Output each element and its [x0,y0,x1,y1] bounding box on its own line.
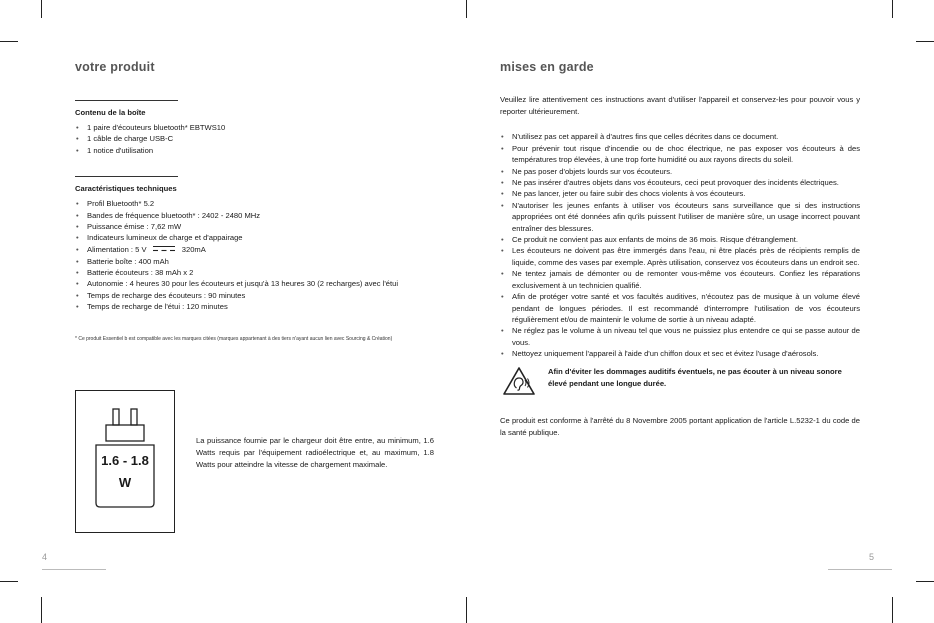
list-item: • 1 câble de charge USB-C [75,133,437,144]
crop-mark [892,597,893,623]
hearing-warning-icon [502,366,538,401]
list-item: • N'utilisez pas cet appareil à d'autres fins que celles décrites dans ce document. [500,131,860,142]
crop-mark [466,0,467,18]
power-spec-label: Alimentation : 5 V [87,244,147,254]
crop-mark [466,597,467,623]
list-item: • 1 paire d'écouteurs bluetooth* EBTWS10 [75,122,437,133]
list-item: • Les écouteurs ne doivent pas être immergés dans l'eau, ni être placés près de récipients remplis de liquide, comme des vases par exemple. Après utilisation, conservez vos écouteurs dans un endroit sec. [500,245,860,268]
hearing-warning [500,366,860,401]
box-contents-list [75,122,437,156]
list-item: • Ce produit ne convient pas aux enfants de moins de 36 mois. Risque d'étranglement. [500,234,860,245]
list-item: • Bandes de fréquence bluetooth* : 2402 - 2480 MHz [75,210,437,221]
list-item: • Pour prévenir tout risque d'incendie ou de choc électrique, ne pas exposer vos écouteurs à des températures trop élevées, à une trop forte humidité ou aux rayons directs du soleil. [500,143,860,166]
list-item: • Afin de protéger votre santé et vos facultés auditives, n'écoutez pas de musique à un volume élevé pendant de longues périodes. Il est recommandé d'interrompre l'utilisation de vos écouteurs régulièrement et/ou de maintenir le volume de sortie à un niveau adapté. [500,291,860,325]
charger-power-value: 1.6 - 1.8 [101,453,149,468]
crop-mark [41,0,42,18]
list-item: • Temps de recharge des écouteurs : 90 minutes [75,290,437,301]
list-item: • N'autoriser les jeunes enfants à utiliser vos écouteurs sans surveillance que si des instructions appropriées ont été données afin qu'ils puissent l'utiliser de manière sûre, un usage incorrect pouvant entraîner des blessures. [500,200,860,234]
warnings-list [500,131,860,359]
page-title: votre produit [75,60,155,74]
list-item: • Temps de recharge de l'étui : 120 minutes [75,301,437,312]
specs-list [75,198,437,312]
section-divider [75,176,178,177]
page-number: 5 [869,552,875,562]
section-divider [75,100,178,101]
crop-mark [41,597,42,623]
charger-description: La puissance fournie par le chargeur doit être entre, au minimum, 1.6 Watts requis par l'équipement radioélectrique et, au maximum, 1.8 Watts pour atteindre la vitesse de chargement maximale. [196,436,434,469]
list-item: • Batterie boîte : 400 mAh [75,256,437,267]
footer-rule [828,569,892,570]
specs-heading: Caractéristiques techniques [75,184,177,194]
dc-symbol-icon [153,244,175,255]
crop-mark [892,0,893,18]
list-item: • Nettoyez uniquement l'appareil à l'aide d'un chiffon doux et sec et évitez l'usage d'aérosols. [500,348,860,359]
crop-mark [0,581,18,582]
crop-mark [0,41,18,42]
crop-mark [916,581,934,582]
power-spec-item [75,244,437,256]
left-page [75,60,437,348]
hearing-warning-text: Afin d'éviter les dommages auditifs éventuels, ne pas écouter à un niveau sonore élevé pendant une longue durée. [548,366,842,388]
intro-paragraph: Veuillez lire attentivement ces instructions avant d'utiliser l'appareil et conservez-les pour pouvoir vous y reporter ultérieurement. [500,95,860,117]
box-contents-heading: Contenu de la boîte [75,108,146,117]
list-item: • Ne tentez jamais de démonter ou de remonter vous-même vos écouteurs. Confiez les réparations exclusivement à un technicien qualifié. [500,268,860,291]
charger-power-unit: W [118,475,132,490]
list-item: • 1 notice d'utilisation [75,145,437,156]
list-item: • Batterie écouteurs : 38 mAh x 2 [75,267,437,278]
list-item: • Puissance émise : 7,62 mW [75,221,437,232]
list-item: • Ne pas poser d'objets lourds sur vos écouteurs. [500,166,860,177]
list-item: • Ne pas lancer, jeter ou faire subir des chocs violents à vos écouteurs. [500,188,860,199]
page-number: 4 [42,552,48,562]
charger-power-box [75,390,175,533]
footnote: * Ce produit Essentiel b est compatible avec les marques citées (marques appartenant à des tiers n'ayant aucun lien avec Sourcing & Création) [75,335,393,342]
list-item: • Ne pas insérer d'autres objets dans vos écouteurs, ceci peut provoquer des incidents électriques. [500,177,860,188]
conformity-paragraph: Ce produit est conforme à l'arrêté du 8 Novembre 2005 portant application de l'article L.5232-1 du code de la santé publique. [500,415,860,437]
page-title: mises en garde [500,60,594,74]
list-item: • Ne réglez pas le volume à un niveau tel que vous ne puissiez plus entendre ce qui se passe autour de vous. [500,325,860,348]
right-page [500,60,860,439]
list-item: • Autonomie : 4 heures 30 pour les écouteurs et jusqu'à 13 heures 30 (2 recharges) avec l'étui [75,278,437,289]
list-item: • Indicateurs lumineux de charge et d'appairage [75,232,437,243]
power-spec-value: 320mA [181,244,206,254]
list-item: • Profil Bluetooth* 5.2 [75,198,437,209]
crop-mark [916,41,934,42]
footer-rule [42,569,106,570]
